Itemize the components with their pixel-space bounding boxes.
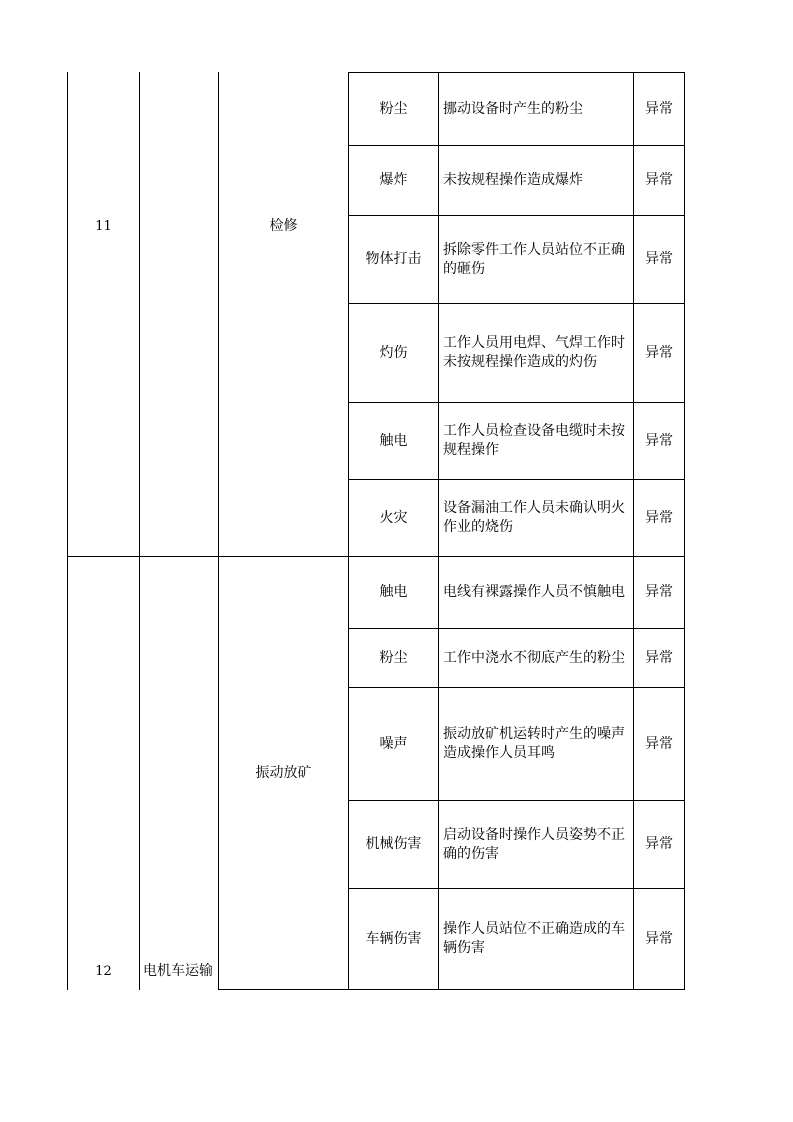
status-cell: 异常 bbox=[645, 172, 673, 188]
group-number: 11 bbox=[95, 218, 112, 234]
cause-cell: 工作人员检查设备电缆时未按规程操作 bbox=[443, 423, 625, 458]
hazard-cell: 车辆伤害 bbox=[365, 930, 422, 947]
hazard-cell: 触电 bbox=[379, 584, 408, 600]
column-divider bbox=[139, 72, 140, 990]
cause-cell: 电线有裸露操作人员不慎触电 bbox=[443, 584, 625, 600]
group-number: 12 bbox=[95, 963, 112, 979]
cause-cell: 操作人员站位不正确造成的车辆伤害 bbox=[443, 921, 625, 956]
status-cell: 异常 bbox=[645, 649, 673, 666]
status-cell: 异常 bbox=[645, 509, 673, 526]
cause-cell: 未按规程操作造成爆炸 bbox=[443, 172, 583, 188]
status-cell: 异常 bbox=[645, 251, 673, 267]
hazard-cell: 噪声 bbox=[379, 735, 408, 752]
hazard-cell: 粉尘 bbox=[379, 649, 408, 666]
status-cell: 异常 bbox=[645, 836, 673, 852]
status-cell: 异常 bbox=[645, 584, 673, 600]
hazard-cell: 粉尘 bbox=[379, 100, 408, 117]
column-divider bbox=[218, 72, 219, 990]
cause-cell: 拆除零件工作人员站位不正确的砸伤 bbox=[443, 241, 625, 277]
hazard-cell: 灼伤 bbox=[379, 344, 408, 361]
status-cell: 异常 bbox=[645, 100, 673, 117]
hazard-cell: 物体打击 bbox=[365, 251, 422, 267]
table-border-bottom bbox=[218, 989, 685, 990]
cause-cell: 启动设备时操作人员姿势不正确的伤害 bbox=[443, 826, 625, 862]
cause-cell: 工作人员用电焊、气焊工作时未按规程操作造成的灼伤 bbox=[443, 335, 625, 370]
status-cell: 异常 bbox=[645, 344, 673, 361]
status-cell: 异常 bbox=[645, 432, 673, 449]
status-cell: 异常 bbox=[645, 930, 673, 947]
hazard-cell: 火灾 bbox=[379, 509, 408, 526]
cause-cell: 工作中浇水不彻底产生的粉尘 bbox=[443, 649, 625, 666]
table-border-right bbox=[684, 72, 685, 990]
hazard-cell: 爆炸 bbox=[379, 172, 408, 188]
group-operation: 检修 bbox=[269, 217, 298, 234]
group-category: 电机车运输 bbox=[143, 962, 213, 979]
status-cell: 异常 bbox=[645, 735, 673, 752]
cause-cell: 挪动设备时产生的粉尘 bbox=[443, 100, 583, 117]
table-border-left bbox=[67, 72, 68, 990]
cause-cell: 设备漏油工作人员未确认明火作业的烧伤 bbox=[443, 500, 625, 535]
hazard-cell: 触电 bbox=[379, 432, 408, 449]
cause-cell: 振动放矿机运转时产生的噪声造成操作人员耳鸣 bbox=[443, 726, 625, 761]
group-operation: 振动放矿 bbox=[255, 764, 312, 781]
hazard-cell: 机械伤害 bbox=[365, 836, 422, 852]
